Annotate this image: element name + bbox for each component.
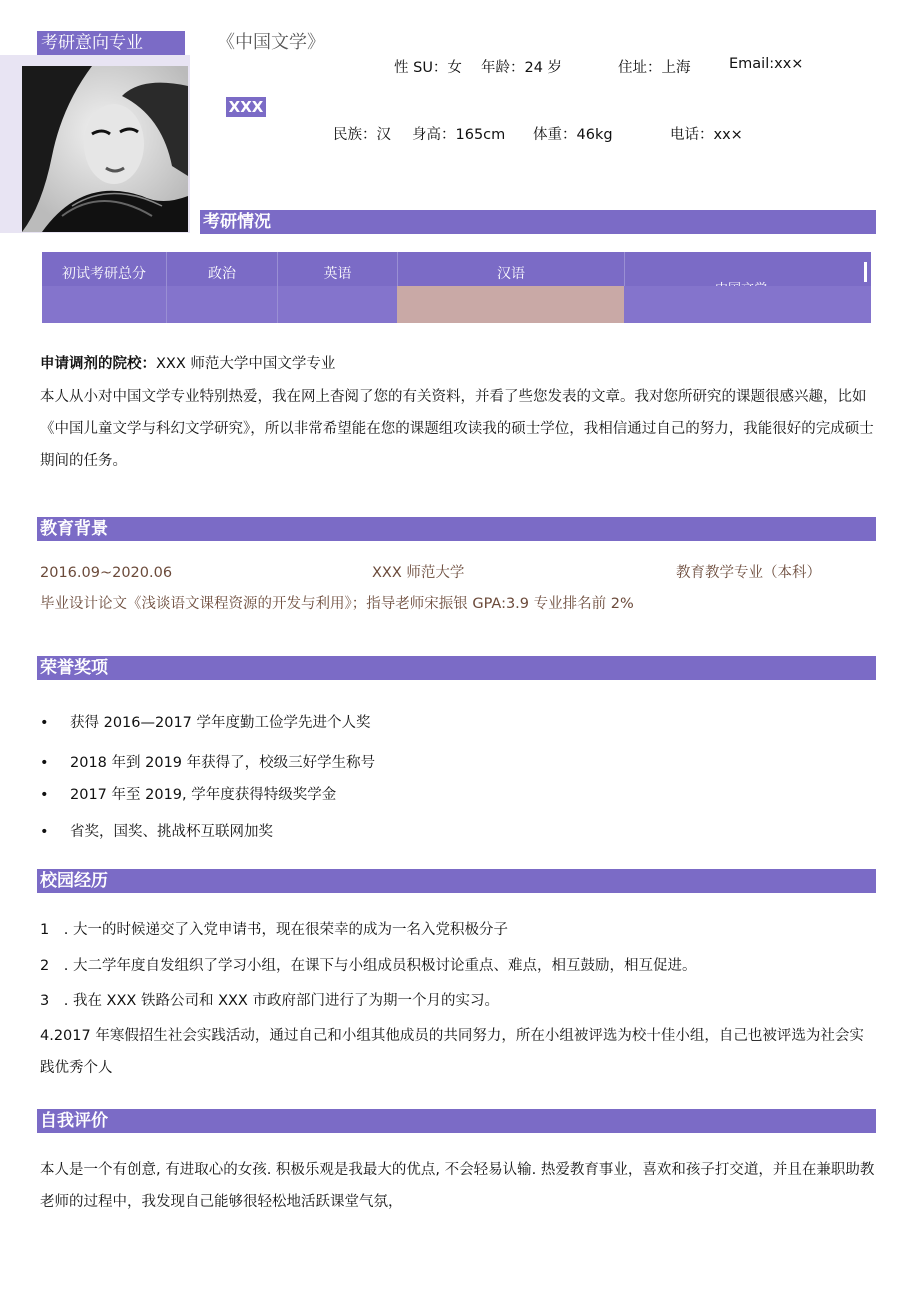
section-education-title: 教育背景 xyxy=(37,517,876,541)
list-item: 4.2017 年寒假招生社会实践活动，通过自己和小组其他成员的共同努力，所在小组被评选为校十佳小组，自己也被评选为社会实践优秀个人 xyxy=(40,1028,864,1076)
section-campus-title: 校园经历 xyxy=(37,869,876,893)
bullet-icon: • xyxy=(40,755,49,771)
list-item xyxy=(40,783,336,804)
height: 身高：165cm xyxy=(412,127,506,143)
avatar xyxy=(22,66,188,232)
table-header-english: 英语 xyxy=(277,252,397,286)
phone: 电话：xx× xyxy=(670,127,743,143)
age: 年龄：24 岁 xyxy=(481,60,563,76)
list-item: 1 . 大一的时候递交了入党申请书，现在很荣幸的成为一名入党积极分子 xyxy=(40,922,508,938)
honor-text: 省奖，国奖、挑战杯互联网加奖 xyxy=(70,824,273,840)
score-table xyxy=(42,252,871,323)
self-paragraph: 本人是一个有创意, 有进取心的女孩. 积极乐观是我最大的优点, 不会轻易认输. 热爱教育事业，喜欢和孩子打交道，并且在兼职助教老师的过程中，我发现自己能够很轻松地活跃课堂气氛， xyxy=(40,1162,875,1210)
table-header-chinese: 汉语 xyxy=(397,252,624,286)
portrait-image-icon xyxy=(22,66,188,232)
section-self-title: 自我评价 xyxy=(37,1109,876,1133)
address: 住址：上海 xyxy=(618,60,691,76)
bullet-icon: • xyxy=(40,715,49,731)
table-cell-chinese[interactable] xyxy=(397,286,624,323)
section-kaoyan-title: 考研情况 xyxy=(200,210,876,234)
honor-text: 获得 2016—2017 学年度勤工俭学先进个人奖 xyxy=(70,715,371,731)
table-header-politics: 政治 xyxy=(166,252,277,286)
list-item xyxy=(40,751,375,772)
education-school: XXX 师范大学 xyxy=(372,565,465,581)
weight: 体重：46kg xyxy=(533,127,613,143)
education-period: 2016.09~2020.06 xyxy=(40,565,173,581)
honor-text: 2017 年至 2019, 学年度获得特级奖学金 xyxy=(70,787,337,803)
email: Email:xx× xyxy=(729,56,804,72)
bullet-icon: • xyxy=(40,787,49,803)
list-item xyxy=(40,711,371,732)
education-thesis: 毕业设计论文《浅谈语文课程资源的开发与利用》；指导老师宋振银 GPA:3.9 专业排名前 2% xyxy=(40,596,634,612)
transfer-label: 申请调剂的院校： xyxy=(40,356,156,372)
list-item: 3 . 我在 XXX 铁路公司和 XXX 市政府部门进行了为期一个月的实习。 xyxy=(40,993,499,1009)
table-cell-english[interactable] xyxy=(277,286,397,323)
name-tag: XXX xyxy=(226,97,266,117)
table-header-literature xyxy=(624,252,871,286)
list-item: 2 . 大二学年度自发组织了学习小组，在课下与小组成员积极讨论重点、难点，相互鼓励，相互促进。 xyxy=(40,958,697,974)
intent-tag: 考研意向专业 xyxy=(37,31,185,55)
honor-text: 2018 年到 2019 年获得了，校级三好学生称号 xyxy=(70,755,376,771)
table-cell-politics[interactable] xyxy=(166,286,277,323)
gender: 性 SU：女 xyxy=(394,60,462,76)
table-cell-total[interactable] xyxy=(42,286,166,323)
ethnicity: 民族：汉 xyxy=(333,127,391,143)
transfer-paragraph: 本人从小对中国文学专业特别热爱，我在网上杳阅了您的有关资料，并看了些您发表的文章。我对您所研究的课题很感兴趣，比如《中国儿童文学与科幻文学研究》，所以非常希望能在您的课题组攻读我的硕士学位，我相信通过自己的努力，我能很好的完成硕士期间的任务。 xyxy=(40,389,874,469)
transfer-value: XXX 师范大学中国文学专业 xyxy=(156,356,336,372)
table-cell-literature[interactable] xyxy=(624,286,871,323)
list-item xyxy=(40,820,273,841)
intent-major: 《中国文学》 xyxy=(217,32,325,53)
education-major: 教育教学专业（本科） xyxy=(676,565,821,581)
table-header-total: 初试考研总分 xyxy=(42,252,166,286)
cursor-bar xyxy=(864,262,867,282)
bullet-icon: • xyxy=(40,824,49,840)
transfer-line xyxy=(40,348,335,380)
section-honors-title: 荣誉奖项 xyxy=(37,656,876,680)
